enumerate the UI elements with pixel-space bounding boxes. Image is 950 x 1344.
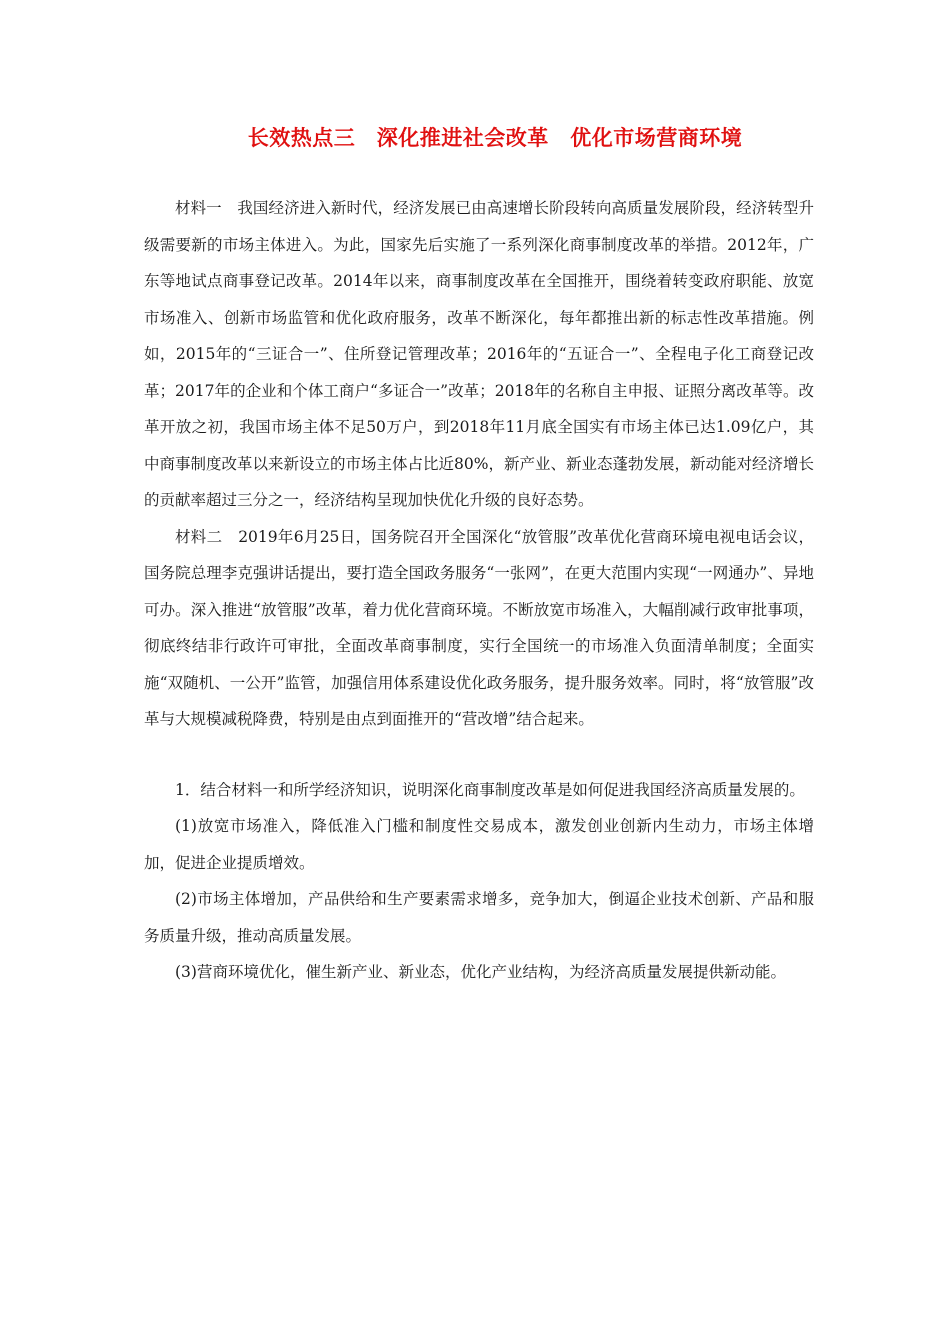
material-two-paragraph: 材料二 2019年6月25日，国务院召开全国深化“放管服”改革优化营商环境电视电话会议，国务院总理李克强讲话提出，要打造全国政务服务“一张网”，在更大范围内实现“一网通办”、异地可办。深入推进“放管服”改革，着力优化营商环境。不断放宽市场准入，大幅削减行政审批事项，彻底终结非行政许可审批，全面改革商事制度，实行全国统一的市场准入负面清单制度；全面实施“双随机、一公开”监管，加强信用体系建设优化政务服务，提升服务效率。同时，将“放管服”改革与大规模减税降费，特别是由点到面推开的“营改增”结合起来。 bbox=[144, 527, 814, 728]
answer-point-1: (1)放宽市场准入，降低准入门槛和制度性交易成本，激发创业创新内生动力，市场主体增加，促进企业提质增效。 bbox=[144, 817, 814, 872]
answer-point-3: (3)营商环境优化，催生新产业、新业态，优化产业结构，为经济高质量发展提供新动能。 bbox=[175, 963, 786, 981]
document-title: 长效热点三 深化推进社会改革 优化市场营商环境 bbox=[247, 126, 743, 150]
answer-point-2: (2)市场主体增加，产品供给和生产要素需求增多，竞争加大，倒逼企业技术创新、产品和服务质量升级，推动高质量发展。 bbox=[144, 890, 814, 945]
question-one: 1．结合材料一和所学经济知识，说明深化商事制度改革是如何促进我国经济高质量发展的。 bbox=[175, 780, 805, 799]
document-body bbox=[144, 190, 814, 991]
material-one-paragraph: 材料一 我国经济进入新时代，经济发展已由高速增长阶段转向高质量发展阶段，经济转型升级需要新的市场主体进入。为此，国家先后实施了一系列深化商事制度改革的举措。2012年，广东等地试点商事登记改革。2014年以来，商事制度改革在全国推开，围绕着转变政府职能、放宽市场准入、创新市场监管和优化政府服务，改革不断深化，每年都推出新的标志性改革措施。例如，2015年的“三证合一”、住所登记管理改革；2016年的“五证合一”、全程电子化工商登记改革；2017年的企业和个体工商户“多证合一”改革；2018年的名称自主申报、证照分离改革等。改革开放之初，我国市场主体不足50万户，到2018年11月底全国实有市场主体已达1.09亿户，其中商事制度改革以来新设立的市场主体占比近80%，新产业、新业态蓬勃发展，新动能对经济增长的贡献率超过三分之一，经济结构呈现加快优化升级的良好态势。 bbox=[144, 199, 814, 509]
